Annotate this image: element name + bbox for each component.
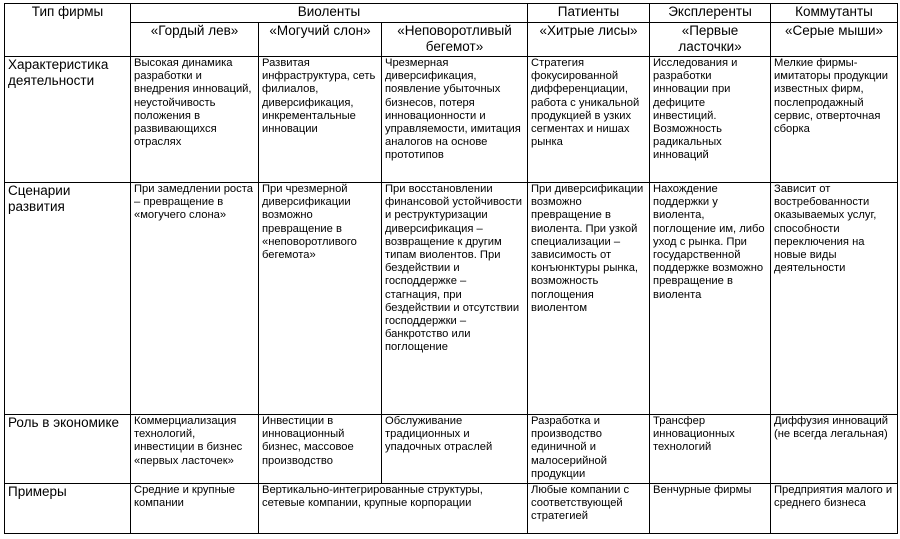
table-cell: При восстановлении финансовой устойчивости и реструктуризации диверсификация – возвращение к другим типам виолентов. При бездействии и господдержке – стагнация, при бездействии и отсутствии господдержки – банкротство или поглощение <box>382 183 528 415</box>
table-cell: Средние и крупные компании <box>131 484 259 534</box>
header-row-subtypes <box>5 23 898 57</box>
firm-type-header: Тип фирмы <box>5 4 131 57</box>
table-cell: Любые компании с соответствующей стратегией <box>528 484 650 534</box>
table-cell: При чрезмерной диверсификации возможно превращение в «неповоротливого бегемота» <box>259 183 382 415</box>
table-cell: Разработка и производство единичной и малосерийной продукции <box>528 415 650 484</box>
header-row-groups <box>5 4 898 23</box>
table-cell: Мелкие фирмы-имитаторы продукции известных фирм, послепродажный сервис, отверточная сборка <box>771 57 898 183</box>
row-label-scenarios: Сценарии развития <box>5 183 131 415</box>
table-cell: Стратегия фокусированной дифференциации, работа с уникальной продукцией в узких сегментах и нишах рынка <box>528 57 650 183</box>
row-role <box>5 415 898 484</box>
subtype-first-swallows: «Первые ласточки» <box>650 23 771 57</box>
table-cell: Предприятия малого и среднего бизнеса <box>771 484 898 534</box>
row-examples <box>5 484 898 534</box>
row-label-characteristics: Характеристика деятельности <box>5 57 131 183</box>
subtype-proud-lion: «Гордый лев» <box>131 23 259 57</box>
row-label-examples: Примеры <box>5 484 131 534</box>
table-cell: Вертикально-интегрированные структуры, сетевые компании, крупные корпорации <box>259 484 528 534</box>
subtype-clumsy-hippo: «Неповоротливый бегемот» <box>382 23 528 57</box>
table-cell: При диверсификации возможно превращение в виолента. При узкой специализации – зависимость от конъюнктуры рынка, возможность поглощения виолентом <box>528 183 650 415</box>
table-cell: Трансфер инновационных технологий <box>650 415 771 484</box>
table-cell: Зависит от востребованности оказываемых услуг, способности переключения на новые виды деятельности <box>771 183 898 415</box>
table-cell: При замедлении роста – превращение в «могучего слона» <box>131 183 259 415</box>
table-cell: Чрезмерная диверсификация, появление убыточных бизнесов, потеря инновационности и управляемости, имитация аналогов на основе прототипов <box>382 57 528 183</box>
group-header-commutants: Коммутанты <box>771 4 898 23</box>
group-header-patients: Патиенты <box>528 4 650 23</box>
table-cell: Коммерциализация технологий, инвестиции в бизнес «первых ласточек» <box>131 415 259 484</box>
row-scenarios <box>5 183 898 415</box>
subtype-sly-foxes: «Хитрые лисы» <box>528 23 650 57</box>
table-cell: Развитая инфраструктура, сеть филиалов, диверсификация, инкрементальные инновации <box>259 57 382 183</box>
subtype-mighty-elephant: «Могучий слон» <box>259 23 382 57</box>
firm-types-table <box>4 3 898 534</box>
table-cell: Исследования и разработки инновации при дефиците инвестиций. Возможность радикальных инноваций <box>650 57 771 183</box>
table-cell: Диффузия инноваций (не всегда легальная) <box>771 415 898 484</box>
row-characteristics <box>5 57 898 183</box>
group-header-violents: Виоленты <box>131 4 528 23</box>
row-label-role: Роль в экономике <box>5 415 131 484</box>
table-cell: Инвестиции в инновационный бизнес, массовое производство <box>259 415 382 484</box>
subtype-grey-mice: «Серые мыши» <box>771 23 898 57</box>
table-cell: Обслуживание традиционных и упадочных отраслей <box>382 415 528 484</box>
group-header-explerents: Эксплеренты <box>650 4 771 23</box>
table-cell: Нахождение поддержки у виолента, поглощение им, либо уход с рынка. При государственной поддержке возможно превращение в виолента <box>650 183 771 415</box>
table-cell: Венчурные фирмы <box>650 484 771 534</box>
table-cell: Высокая динамика разработки и внедрения инноваций, неустойчивость положения в развивающихся отраслях <box>131 57 259 183</box>
